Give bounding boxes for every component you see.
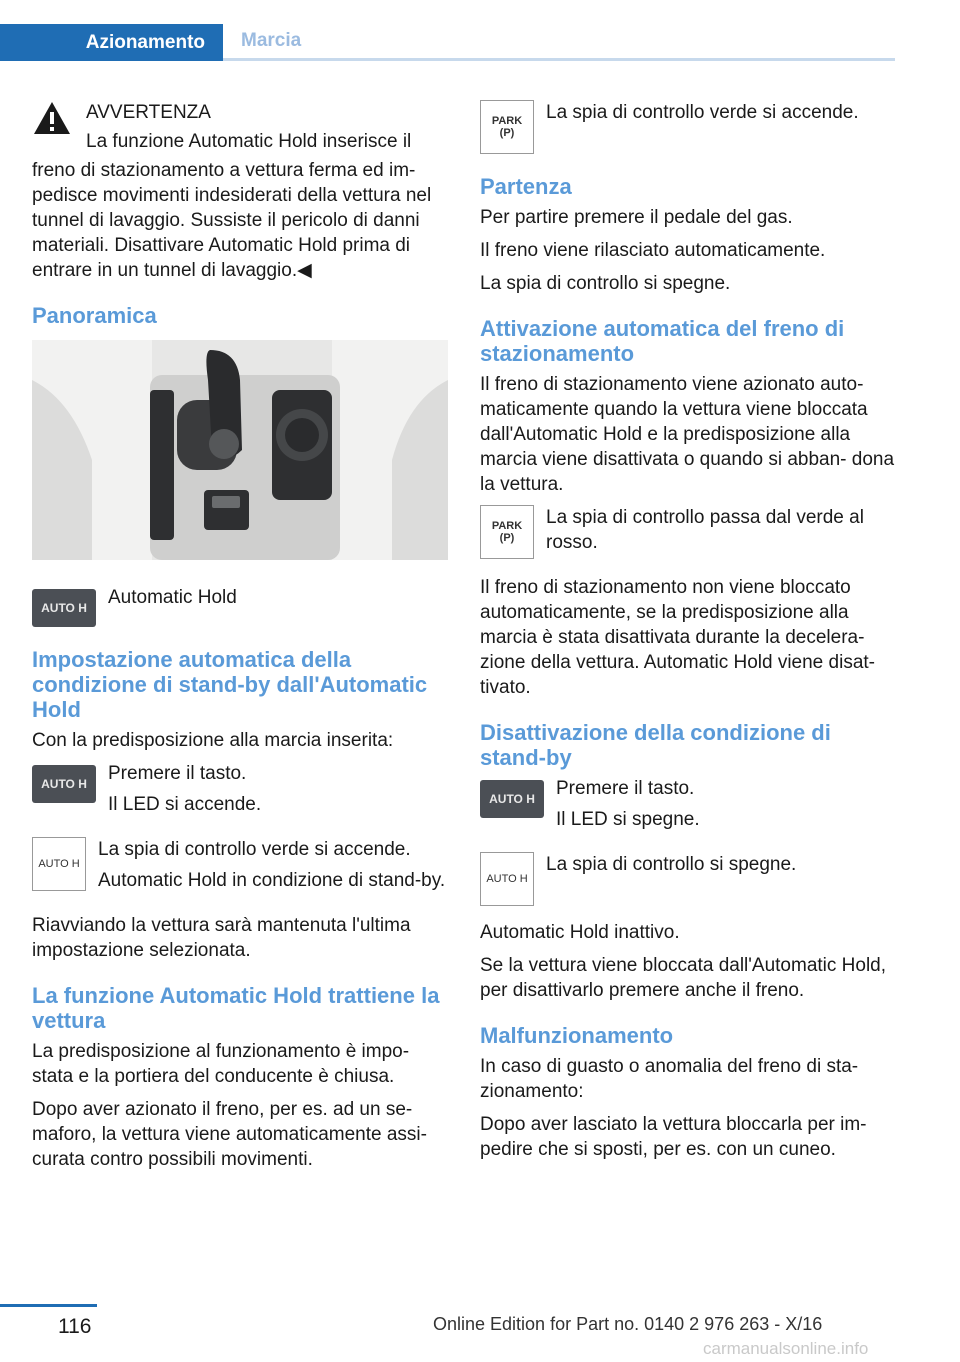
auto-hold-legend [32, 585, 448, 627]
malfunction-paragraph-1: In caso di guasto o anomalia del freno di sta‐ zionamento: [480, 1056, 859, 1102]
heading-standby: Impostazione automatica della condizione di stand-by dall'Automatic Hold [32, 647, 428, 722]
heading-overview: Panoramica [32, 303, 157, 328]
standby-intro: Con la predisposizione alla marcia inserita: [32, 730, 394, 751]
inactive-text: Automatic Hold inattivo. [480, 922, 680, 943]
warning-first-line: La funzione Automatic Hold inserisce il [86, 131, 412, 152]
hold-paragraph-2: Dopo aver azionato il freno, per es. ad un se‐ maforo, la vettura viene automaticamente assi‐ curata contro possibili movimenti. [32, 1099, 427, 1170]
park-lamp-icon: PARK (P) [480, 100, 534, 154]
led-on-text: Il LED si accende. [108, 794, 262, 815]
park-green-step [480, 100, 896, 154]
auto-h-button-icon: AUTO H [32, 589, 96, 627]
auto-h-lamp-icon: AUTO H [480, 852, 534, 906]
press-button-step [32, 761, 448, 823]
watermark: carmanualsonline.info [703, 1339, 869, 1358]
tab-azionamento[interactable]: Azionamento [0, 24, 223, 61]
green-lamp-step [32, 837, 448, 899]
park-green-text: La spia di controllo verde si accende. [546, 102, 859, 123]
led-off-text: Il LED si spegne. [556, 809, 700, 830]
chapter-tabs [0, 24, 895, 61]
green-on-text: La spia di controllo verde si accende. [98, 839, 411, 860]
right-column [480, 100, 896, 1170]
start-paragraph-3: La spia di controllo si spegne. [480, 273, 731, 294]
heading-auto-park: Attivazione automatica del freno di stazionamento [480, 316, 845, 366]
page-number: 116 [58, 1315, 92, 1338]
locked-text: Se la vettura viene bloccata dall'Automatic Hold, per disattivarlo premere anche il freno. [480, 955, 887, 1001]
lamp-off-step [480, 852, 896, 906]
deactivate-press-step [480, 776, 896, 838]
park-red-step [480, 505, 896, 561]
auto-h-button-icon: AUTO H [32, 765, 96, 803]
warning-triangle-icon [32, 100, 72, 136]
heading-malfunction: Malfunzionamento [480, 1023, 674, 1048]
warning-title: AVVERTENZA [86, 102, 211, 123]
auto-park-paragraph: Il freno di stazionamento viene azionato auto‐ maticamente quando la vettura viene bloccata dall'Automatic Hold e la predisposizione alla marcia viene disattivata o quando si abban‐ dona la vettura. [480, 374, 895, 495]
left-column [32, 100, 448, 1180]
heading-deactivate: Disattivazione della condizione di stand-by [480, 720, 831, 770]
edition-text: Online Edition for Part no. 0140 2 976 263 - X/16 [433, 1314, 823, 1334]
restart-text: Riavviando la vettura sarà mantenuta l'ultima impostazione selezionata. [32, 915, 411, 961]
footer-accent-line [0, 1304, 97, 1307]
warning-block [32, 100, 448, 283]
lamp-off-text: La spia di controllo si spegne. [546, 854, 797, 875]
center-console-photo [32, 340, 448, 560]
auto-h-button-icon: AUTO H [480, 780, 544, 818]
warning-text: freno di stazionamento a vettura ferma ed im‐ pedisce movimenti indesiderati della vettura nel tunnel di lavaggio. Sussiste il pericolo di danni materiali. Disattivare Automatic Hold prima di entrare in un tunnel di lavaggio.◀ [32, 160, 432, 281]
heading-hold: La funzione Automatic Hold trattiene la vettura [32, 983, 440, 1033]
malfunction-paragraph-2: Dopo aver lasciato la vettura bloccarla per im‐ pedire che si sposti, per es. con un cuneo. [480, 1114, 867, 1160]
heading-start: Partenza [480, 174, 572, 199]
standby-state-text: Automatic Hold in condizione di stand-by. [98, 870, 446, 891]
press-button-text: Premere il tasto. [108, 763, 247, 784]
park-lamp-icon: PARK (P) [480, 505, 534, 559]
start-paragraph-2: Il freno viene rilasciato automaticamente. [480, 240, 826, 261]
tab-marcia[interactable]: Marcia [223, 24, 895, 61]
start-paragraph-1: Per partire premere il pedale del gas. [480, 207, 793, 228]
hold-paragraph-1: La predisposizione al funzionamento è impo‐ stata e la portiera del conducente è chiusa. [32, 1041, 410, 1087]
not-locked-text: Il freno di stazionamento non viene bloccato automaticamente, se la predisposizione alla marcia è stata disattivata durante la decelera‐ zione della vettura. Automatic Hold viene disat‐ tivato. [480, 577, 875, 698]
green-to-red-text: La spia di controllo passa dal verde al rosso. [546, 507, 864, 553]
auto-hold-label: Automatic Hold [108, 587, 237, 608]
auto-h-lamp-icon: AUTO H [32, 837, 86, 891]
press-button-text: Premere il tasto. [556, 778, 695, 799]
